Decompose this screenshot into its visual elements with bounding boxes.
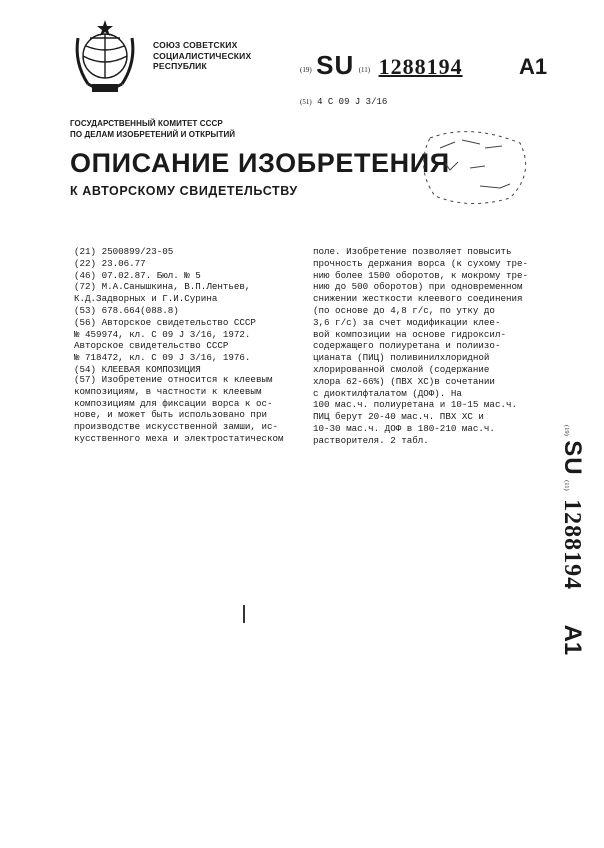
- publication-number: [300, 50, 547, 81]
- country-code: SU: [316, 50, 355, 80]
- code-51: (51): [300, 98, 312, 106]
- biblio-line: (72) М.А.Санышкина, В.П.Лентьев,: [74, 281, 251, 293]
- scan-mark: [243, 605, 245, 623]
- side-kind-code: A1: [559, 624, 586, 656]
- document-subtitle: К АВТОРСКОМУ СВИДЕТЕЛЬСТВУ: [70, 184, 298, 198]
- abstract-left-column: (57) Изобретение относится к клеевым композициям, в частности к клеевым композициям для фиксации ворса к ос- нове, и может быть использовано при производстве искусственной замши, ис- кусственного меха и электростатическом: [74, 374, 284, 444]
- biblio-line: (22) 23.06.77: [74, 257, 146, 269]
- library-stamp: [410, 118, 540, 213]
- committee-line: ПО ДЕЛАМ ИЗОБРЕТЕНИЙ И ОТКРЫТИЙ: [70, 129, 236, 139]
- biblio-line: Авторское свидетельство СССР: [74, 340, 229, 352]
- state-line: СОЮЗ СОВЕТСКИХ: [153, 40, 238, 50]
- committee-line: ГОСУДАРСТВЕННЫЙ КОМИТЕТ СССР: [70, 119, 223, 128]
- biblio-line: (53) 678.664(088.8): [74, 304, 179, 316]
- document-title: ОПИСАНИЕ ИЗОБРЕТЕНИЯ: [70, 148, 450, 178]
- side-patent-number: 1288194: [559, 499, 585, 591]
- state-name: [153, 40, 251, 72]
- biblio-line: № 718472, кл. С 09 J 3/16, 1976.: [74, 352, 251, 364]
- kind-code: A1: [519, 54, 548, 79]
- biblio-line: (54) КЛЕЕВАЯ КОМПОЗИЦИЯ: [74, 363, 201, 375]
- biblio-line: К.Д.Задворных и Г.И.Сурина: [74, 293, 218, 305]
- patent-number: 1288194: [378, 54, 463, 79]
- code-19: (19): [300, 66, 312, 74]
- code-11: (11): [358, 66, 371, 74]
- ussr-emblem-logo: [70, 18, 140, 100]
- side-country-code: SU: [559, 440, 586, 476]
- biblio-line: (56) Авторское свидетельство СССР: [74, 316, 256, 328]
- committee: [70, 119, 235, 140]
- biblio-line: № 459974, кл. С 09 J 3/16, 1972.: [74, 328, 251, 340]
- bibliographic-data: [74, 246, 306, 376]
- side-code-11: (11): [563, 480, 570, 491]
- state-line: СОЦИАЛИСТИЧЕСКИХ: [153, 50, 252, 61]
- biblio-line: (21) 2500899/23-05: [74, 246, 174, 257]
- ipc-classification: [300, 97, 387, 107]
- side-publication-number: [556, 425, 586, 665]
- biblio-line: (46) 07.02.87. Бюл. № 5: [74, 269, 201, 281]
- state-line: РЕСПУБЛИК: [153, 61, 207, 71]
- ipc-value: 4 С 09 J 3/16: [317, 97, 388, 107]
- abstract-right-column: поле. Изобретение позволяет повысить прочность держания ворса (к сухому тре- нию более 1500 оборотов, к мокрому тре- нию до 500 оборотов) при одновременном снижении жесткости клеевого соединения (по основе до 4,8 г/с, по утку до 3,6 г/с) за счет модификации клее- вой композиции на основе гидроксил- содержащего полиуретана и полиизо- цианата (ПИЦ) поливинилхлоридной хлорированной смолой (содержание хлора 62-66%) (ПВХ ХС)в сочетании с диоктилфталатом (ДОФ). На 100 мас.ч. полиуретана и 10-15 мас.ч. ПИЦ берут 20-40 мас.ч. ПВХ ХС и 10-30 мас.ч. ДОФ в 180-210 мас.ч. растворителя. 2 табл.: [313, 246, 529, 446]
- side-code-19: (19): [563, 425, 570, 436]
